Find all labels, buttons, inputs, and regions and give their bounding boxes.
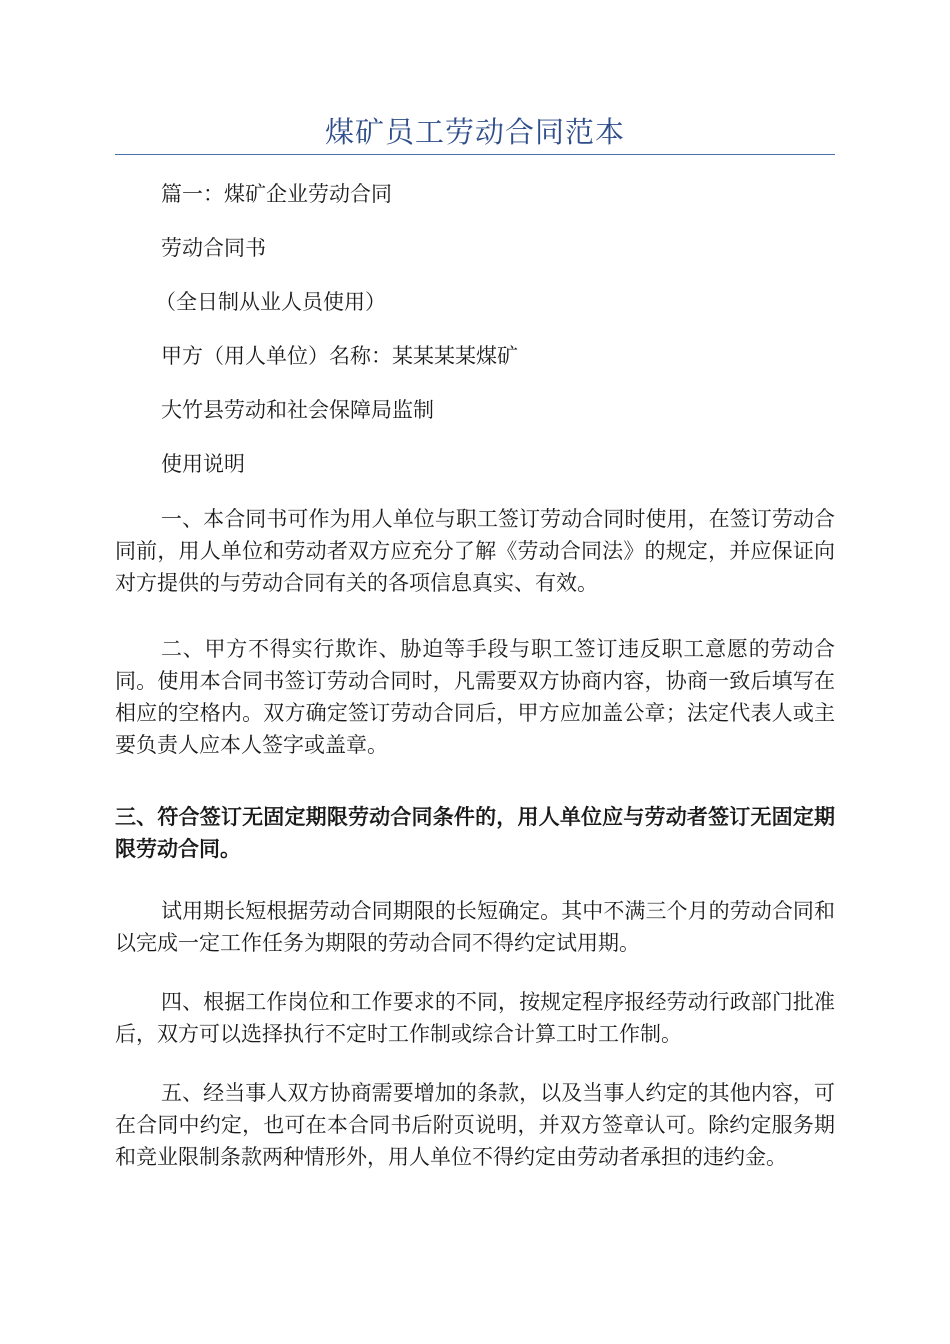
contract-book-title: 劳动合同书 [161, 236, 266, 260]
instruction-item-2: 二、甲方不得实行欺诈、胁迫等手段与职工签订违反职工意愿的劳动合同。使用本合同书签订劳动合同时，凡需要双方协商内容，协商一致后填写在相应的空格内。双方确定签订劳动合同后，甲方应加盖公章；法定代表人或主要负责人应本人签字或盖章。 [115, 637, 835, 757]
probation-paragraph: 试用期长短根据劳动合同期限的长短确定。其中不满三个月的劳动合同和以完成一定工作任务为期限的劳动合同不得约定试用期。 [115, 899, 835, 955]
instruction-item-5: 五、经当事人双方协商需要增加的条款，以及当事人约定的其他内容，可在合同中约定，也可在本合同书后附页说明，并双方签章认可。除约定服务期和竞业限制条款两种情形外，用人单位不得约定由劳动者承担的违约金。 [115, 1081, 835, 1169]
title-underline [115, 154, 835, 155]
usage-scope-note: （全日制从业人员使用） [155, 290, 386, 314]
supervising-authority: 大竹县劳动和社会保障局监制 [161, 398, 434, 422]
instructions-heading: 使用说明 [161, 452, 245, 476]
instruction-item-1: 一、本合同书可作为用人单位与职工签订劳动合同时使用，在签订劳动合同前，用人单位和劳动者双方应充分了解《劳动合同法》的规定，并应保证向对方提供的与劳动合同有关的各项信息真实、有效。 [115, 507, 835, 595]
instruction-item-4: 四、根据工作岗位和工作要求的不同，按规定程序报经劳动行政部门批准后，双方可以选择执行不定时工作制或综合计算工时工作制。 [115, 990, 835, 1046]
instruction-item-3: 三、符合签订无固定期限劳动合同条件的，用人单位应与劳动者签订无固定期限劳动合同。 [115, 804, 835, 861]
party-a-name: 甲方（用人单位）名称：某某某某煤矿 [161, 344, 518, 368]
chapter-heading: 篇一：煤矿企业劳动合同 [161, 182, 392, 206]
document-title: 煤矿员工劳动合同范本 [324, 115, 625, 149]
